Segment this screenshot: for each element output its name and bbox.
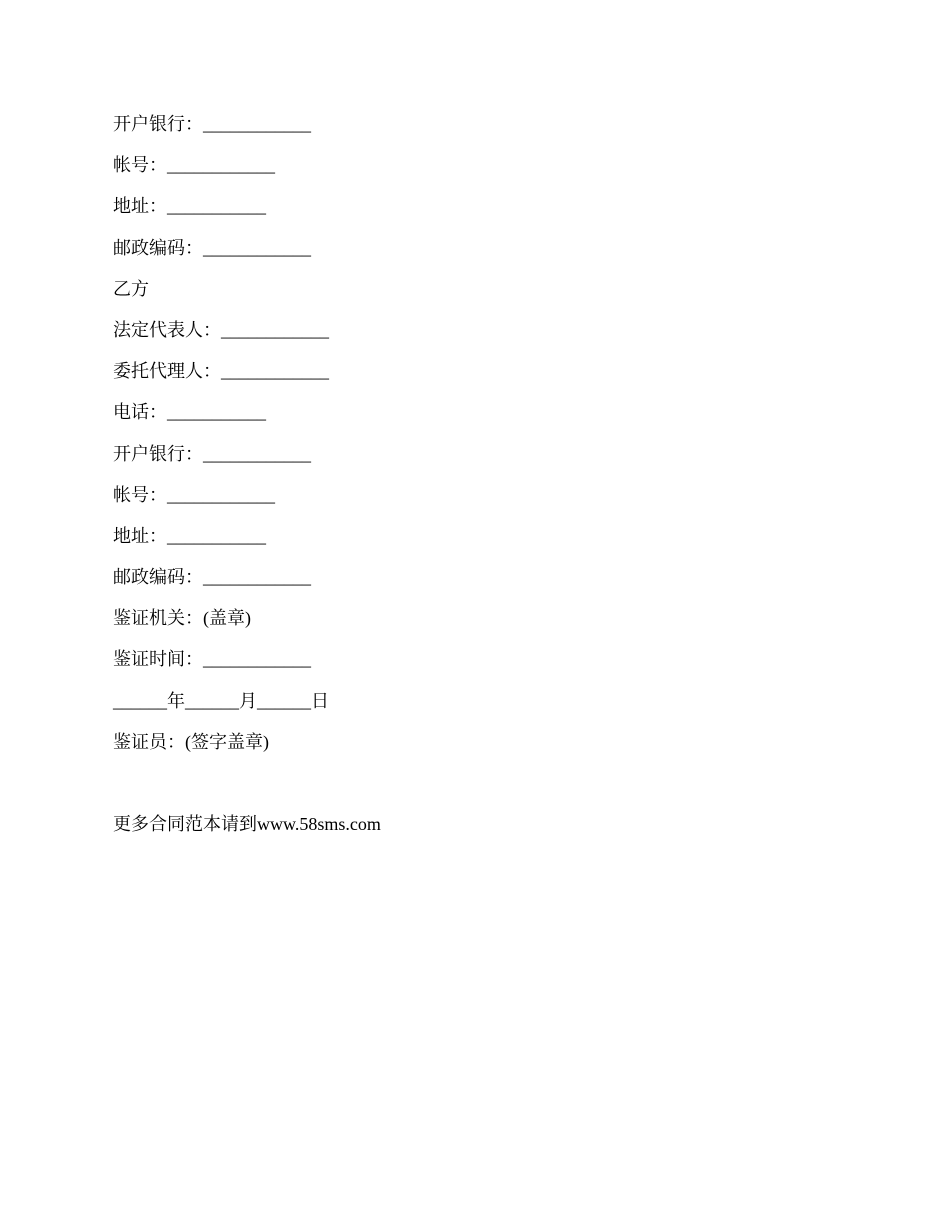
certification-time-line: 鉴证时间：____________ <box>113 649 311 670</box>
party-b-account-line: 帐号：____________ <box>113 484 275 505</box>
party-b-postcode-line: 邮政编码：____________ <box>113 567 311 588</box>
blank-line <box>113 771 833 812</box>
party-b-agent-line: 委托代理人：____________ <box>113 361 329 382</box>
party-b-address-line: 地址：___________ <box>113 525 266 546</box>
certifying-authority-line: 鉴证机关：(盖章) <box>113 608 251 629</box>
document-body <box>113 112 833 853</box>
party-a-address-line: 地址：___________ <box>113 196 266 217</box>
party-b-phone-line: 电话：___________ <box>113 402 266 423</box>
party-a-postcode-line: 邮政编码：____________ <box>113 237 311 258</box>
party-a-account-line: 帐号：____________ <box>113 155 275 176</box>
party-b-heading: 乙方 <box>113 278 149 299</box>
footer-text: 更多合同范本请到www.58sms.com <box>113 814 381 835</box>
party-a-bank-line: 开户银行：____________ <box>113 114 311 134</box>
certifier-signature-line: 鉴证员：(签字盖章) <box>113 731 269 752</box>
party-b-bank-line: 开户银行：____________ <box>113 443 311 464</box>
date-line: ______年______月______日 <box>113 690 329 711</box>
party-b-legal-representative-line: 法定代表人：____________ <box>113 319 329 340</box>
